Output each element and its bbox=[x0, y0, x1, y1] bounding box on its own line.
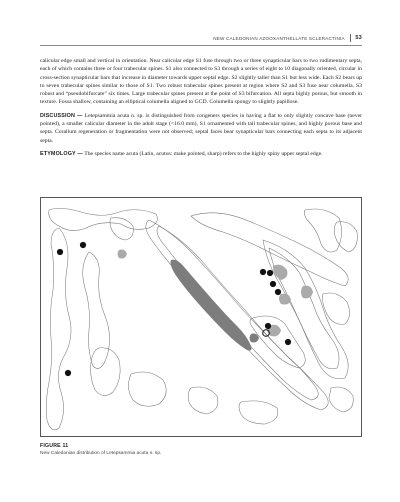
bathymetry-contours bbox=[46, 208, 357, 429]
body-text bbox=[40, 57, 362, 163]
contour-line bbox=[146, 220, 328, 410]
contour-line bbox=[110, 218, 133, 240]
contour-line bbox=[323, 293, 350, 324]
reef-patches bbox=[118, 250, 314, 337]
distribution-map bbox=[40, 197, 362, 437]
contour-line bbox=[91, 348, 121, 396]
contour-line bbox=[329, 387, 353, 412]
contour-line bbox=[83, 252, 110, 368]
record-marker bbox=[57, 249, 63, 255]
contour-line bbox=[334, 222, 357, 252]
description-paragraph: calicular edge small and vertical in orientation. Near calicular edge S1 fuse through two or three synapticular bars to two rudimentary septa, each of which contains three or four trabecular spines. S1 also connected to S3 through a series of eight to 10 diagonally oriented, circular in cross-section synapticular bars that increase in diameter towards upper septal edge. S2 slightly taller than S1 but less wide. Each S2 bears up to seven trabecular spines similar to those of S1. Two robust trabecular spines present at region where S2 and S3 fuse near columella. S3 robust and “pseudobifurcate” six times. Large trabecular spines present at the point of S3 bifurcation. All septa highly porous, but smooth in texture. Fossa shallow, containing an elliptical columella aligned to GCD. Columella spongy to slightly papillose. bbox=[40, 58, 362, 106]
land-areas bbox=[171, 260, 260, 351]
record-marker bbox=[267, 270, 273, 276]
record-marker bbox=[80, 242, 86, 248]
running-head-title: NEW CALEDONIAN AZOOXANTHELLATE SCLERACTINIA bbox=[213, 35, 345, 41]
contour-line bbox=[157, 226, 318, 400]
reef-patch bbox=[301, 286, 313, 299]
running-head-divider bbox=[350, 34, 351, 42]
discussion-paragraph bbox=[40, 112, 362, 145]
etymology-label: ETYMOLOGY — bbox=[40, 150, 83, 157]
contour-line bbox=[239, 401, 278, 424]
etymology-text: The species name acuta (Latin, acutus: make pointed, sharp) refers to the highly spiny upper septal edge. bbox=[84, 150, 323, 157]
contour-line bbox=[128, 372, 166, 406]
etymology-paragraph bbox=[40, 150, 362, 158]
running-head bbox=[40, 31, 362, 45]
page-number: 53 bbox=[355, 35, 362, 41]
contour-line bbox=[188, 387, 218, 414]
contour-line bbox=[46, 228, 71, 430]
header-rule bbox=[40, 45, 362, 46]
contour-line bbox=[263, 240, 348, 379]
record-marker bbox=[260, 269, 266, 275]
reef-patch bbox=[273, 265, 287, 280]
record-marker bbox=[265, 323, 271, 329]
contour-line bbox=[305, 209, 342, 252]
figure-label: FIGURE 11 bbox=[40, 443, 69, 449]
islet bbox=[250, 334, 260, 343]
record-marker bbox=[275, 289, 281, 295]
figure-caption: New Caledonian distribution of Letepsammia acuta n. sp. bbox=[40, 451, 162, 456]
record-marker bbox=[65, 370, 71, 376]
record-marker bbox=[270, 281, 276, 287]
contour-line bbox=[49, 208, 158, 230]
map-svg bbox=[41, 198, 361, 436]
reef-patch bbox=[118, 250, 128, 259]
reef-patch bbox=[279, 294, 291, 305]
discussion-text: Letepsammia acuta n. sp. is distinguished from congeners species in having a flat to only slightly concave base (never pointed), a smaller calicular diameter in the adult stage (<16.0 mm), S1 ornamented with tall trabecular spines, and highly porous base and septa. Corallum regeneration or fragmentation were not observed; septal faces bear synapticular bars connecting each septa to its adjacent septa. bbox=[40, 112, 362, 144]
discussion-label: DISCUSSION — bbox=[40, 112, 83, 119]
record-marker bbox=[285, 339, 291, 345]
